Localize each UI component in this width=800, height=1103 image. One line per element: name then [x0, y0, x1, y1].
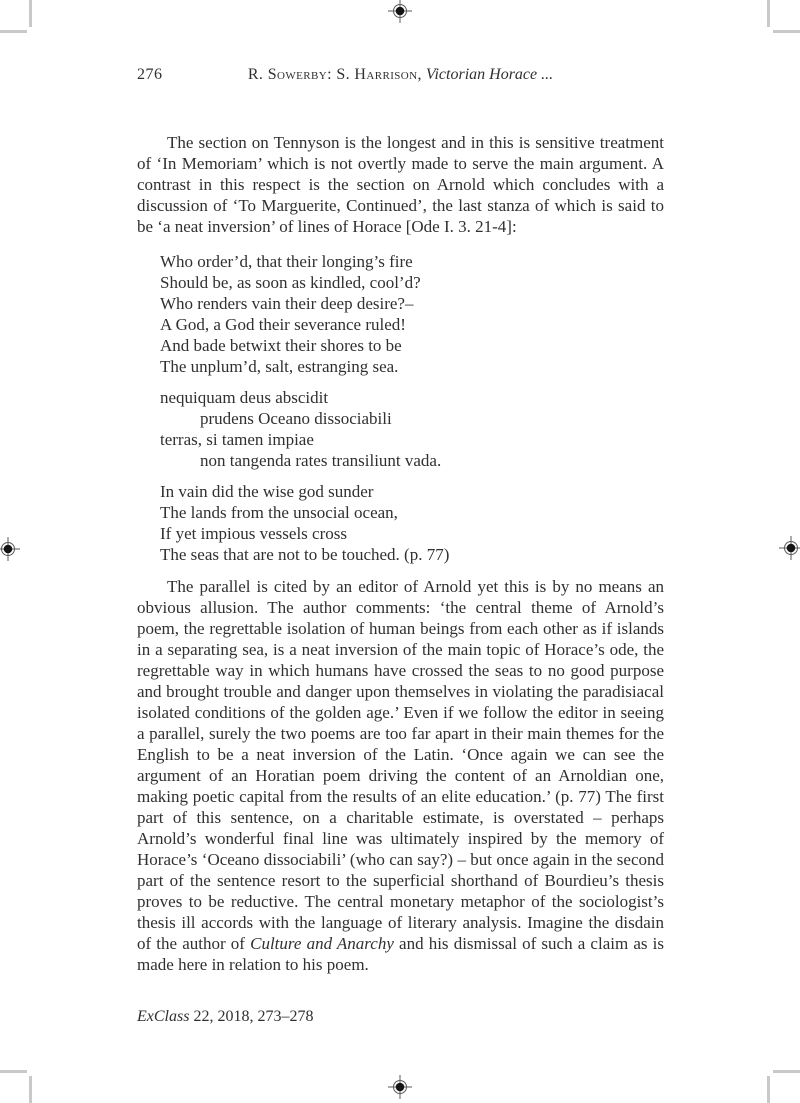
crop-mark-top-right-vertical — [767, 0, 770, 27]
article-body — [137, 132, 664, 975]
registration-target-icon — [388, 1075, 412, 1099]
page-header — [137, 66, 664, 88]
poem-line: nequiquam deus abscidit — [160, 388, 329, 407]
paragraph-discussion — [137, 576, 664, 975]
poem-line: In vain did the wise god sunder — [160, 482, 374, 501]
discussion-text: and his dismissal of such a claim as is made here in relation to his poem. — [137, 934, 664, 974]
crop-mark-top-right-horizontal — [773, 30, 800, 33]
crop-mark-top-left-horizontal — [0, 30, 27, 33]
poem-line: terras, si tamen impiae — [160, 430, 314, 449]
quote-translation-poem — [137, 481, 664, 565]
quote-english-poem — [137, 251, 664, 377]
crop-mark-bottom-left-horizontal — [0, 1070, 27, 1073]
page-footer — [137, 1008, 313, 1026]
poem-line: A God, a God their severance ruled! — [160, 315, 406, 334]
poem-line: The lands from the unsocial ocean, — [160, 503, 398, 522]
page-number: 276 — [137, 66, 163, 83]
poem-line: Who order’d, that their longing’s fire — [160, 252, 413, 271]
poem-line: And bade betwixt their shores to be — [160, 336, 402, 355]
registration-target-icon — [388, 0, 412, 23]
paragraph-intro: The section on Tennyson is the longest and in this is sensitive treatment of ‘In Memoriam’ which is not overtly made to serve the main argument. A contrast in this respect is the section on Arnold which concludes with a discussion of ‘To Marguerite, Continued’, the last stanza of which is said to be ‘a neat inversion’ of lines of Horace [Ode I. 3. 21-4]: — [137, 133, 664, 236]
poem-line: The unplum’d, salt, estranging sea. — [160, 357, 399, 376]
discussion-text: The parallel is cited by an editor of Arnold yet this is by no means an obvious allusion. The author comments: ‘the central theme of Arnold’s poem, the regrettable isolation of human beings from each other as if islands in a separating sea, is a neat inversion of the main topic of Horace’s ode, the regrettable way in which humans have crossed the seas to no good purpose and brought trouble and danger upon themselves in violating the paradisiacal isolated conditions of the golden age.’ Even if we follow the editor in seeing a parallel, surely the two poems are too far apart in their main themes for the English to be a neat inversion of the Latin. ‘Once again we can see the argument of an Horatian poem driving the content of an Arnoldian one, making poetic capital from the results of an elite education.’ (p. 77) The first part of this sentence, on a charitable estimate, is overstated – perhaps Arnold’s wonderful final line was ultimately inspired by the memory of Horace’s ‘Oceano dissociabili’ (who can say?) – but once again in the second part of the sentence resort to the superficial shorthand of Bourdieu’s thesis proves to be reductive. The central monetary metaphor of the sociologist’s thesis ill accords with the language of literary analysis. Imagine the disdain of the author of — [137, 577, 664, 953]
quote-latin-poem — [137, 387, 664, 471]
running-head — [137, 66, 664, 84]
registration-target-icon — [779, 536, 800, 560]
running-head-work-title: Victorian Horace ... — [425, 66, 554, 83]
crop-mark-bottom-left-vertical — [29, 1076, 32, 1103]
crop-mark-top-left-vertical — [29, 0, 32, 27]
crop-mark-bottom-right-vertical — [767, 1076, 770, 1103]
running-head-citation: R. Sowerby: S. Harrison, — [247, 66, 422, 83]
poem-line: non tangenda rates transiliunt vada. — [200, 451, 442, 470]
footer-citation: 22, 2018, 273–278 — [189, 1008, 314, 1025]
poem-line: The seas that are not to be touched. (p. 77) — [160, 545, 450, 564]
crop-mark-bottom-right-horizontal — [773, 1070, 800, 1073]
poem-line: Should be, as soon as kindled, cool’d? — [160, 273, 421, 292]
registration-target-icon — [0, 537, 20, 561]
poem-line: If yet impious vessels cross — [160, 524, 347, 543]
poem-line: Who renders vain their deep desire?– — [160, 294, 414, 313]
poem-line: prudens Oceano dissociabili — [200, 409, 392, 428]
footer-journal-name: ExClass — [137, 1008, 190, 1025]
book-title: Culture and Anarchy — [250, 934, 394, 953]
